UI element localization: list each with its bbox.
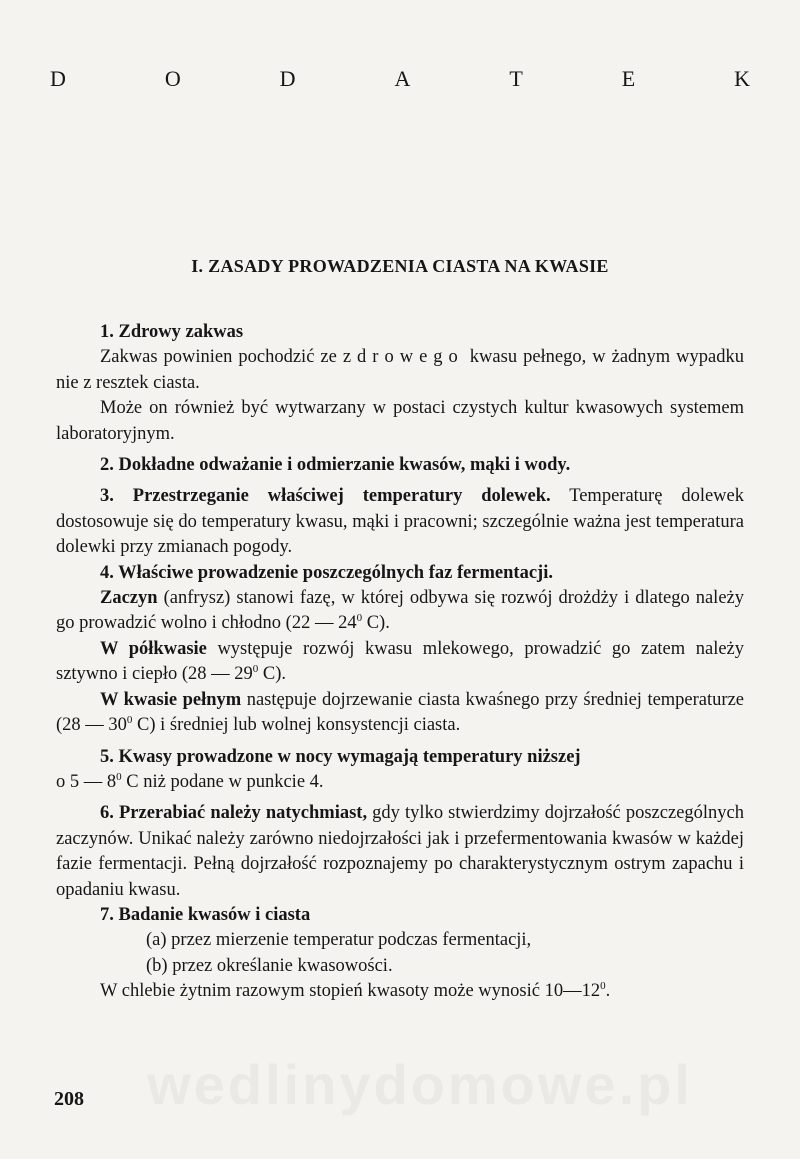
header-letter: O [164,66,181,91]
header-letter: E [621,66,636,91]
spaced-word: zdrowego [342,347,464,368]
section-2-heading: 2. Dokładne odważanie i odmierzanie kwasów, mąki i wody. [100,455,571,476]
header-letter: A [394,66,411,91]
section-5-heading: 5. Kwasy prowadzone w nocy wymagają temperatury niższej [100,746,581,767]
section-6-paragraph: 6. Przerabiać należy natychmiast, gdy tylko stwierdzimy dojrzałość poszczególnych zaczynów. Unikać należy zarówno niedojrzałości jak i przefermentowania kwasów w każdej fazie fermentacji. Pełną dojrzałość rozpoznajemy po charakterystycznym ostrym zapachu i opadaniu kwasu. [56,803,745,900]
section-7-item-a: (a) przez mierzenie temperatur podczas fermentacji, [146,930,532,951]
section-5-paragraph [56,745,744,770]
body-text [56,320,744,1005]
header-letter: D [279,66,296,91]
page-header [50,66,750,92]
section-1-paragraph-1: Zakwas powinien pochodzić ze zdrowego kwasu pełnego, w żadnym wypadku nie z resztek ciasta. [56,347,744,393]
section-1-heading: 1. Zdrowy zakwas [100,322,244,342]
watermark: wedlinydomowe.pl [147,1053,693,1116]
section-4-zaczyn: Zaczyn (anfrysz) stanowi fazę, w której odbywa się rozwój drożdży i dlatego należy go prowadzić wolno i chłodno (22 — $24^0$ C). [56,588,744,634]
header-letter: T [509,66,523,91]
section-7-text: W chlebie żytnim razowym stopień kwasoty może wynosić $10—12^0$. [100,980,611,1002]
header-letter: K [734,66,750,91]
section-4-heading: 4. Właściwe prowadzenie poszczególnych faz fermentacji. [100,562,553,583]
section-5-text: o 5 — $8^0$ C niż podane w punkcie 4. [56,770,324,792]
section-3-paragraph: 3. Przestrzeganie właściwej temperatury dolewek. Temperaturę dolewek dostosowuje się do temperatury kwasu, mąki i pracowni; szczególnie ważna jest temperatura dolewki przy zmianach pogody. [56,486,744,558]
page-number: 208 [54,1088,84,1110]
header-letter: D [50,66,66,91]
section-7-item-b: (b) przez określanie kwasowości. [146,955,393,976]
chapter-title: I. ZASADY PROWADZENIA CIASTA NA KWASIE [191,256,609,276]
section-6-heading: 6. Przerabiać należy natychmiast, [100,803,368,824]
section-3-heading: 3. Przestrzeganie właściwej temperatury dolewek. [100,486,551,507]
section-7-heading: 7. Badanie kwasów i ciasta [100,904,311,925]
section-4-kwas-pelny: W kwasie pełnym następuje dojrzewanie ciasta kwaśnego przy średniej temperaturze (28 — $30^0$ C) i średniej lub wolnej konsystencji ciasta. [56,689,744,736]
section-4-polkwas: W półkwasie występuje rozwój kwasu mlekowego, prowadzić go zatem należy sztywno i ciepło (28 — $29^0$ C). [56,638,745,685]
section-1-paragraph-2: Może on również być wytwarzany w postaci czystych kultur kwasowych systemem laboratoryjnym. [56,398,744,444]
